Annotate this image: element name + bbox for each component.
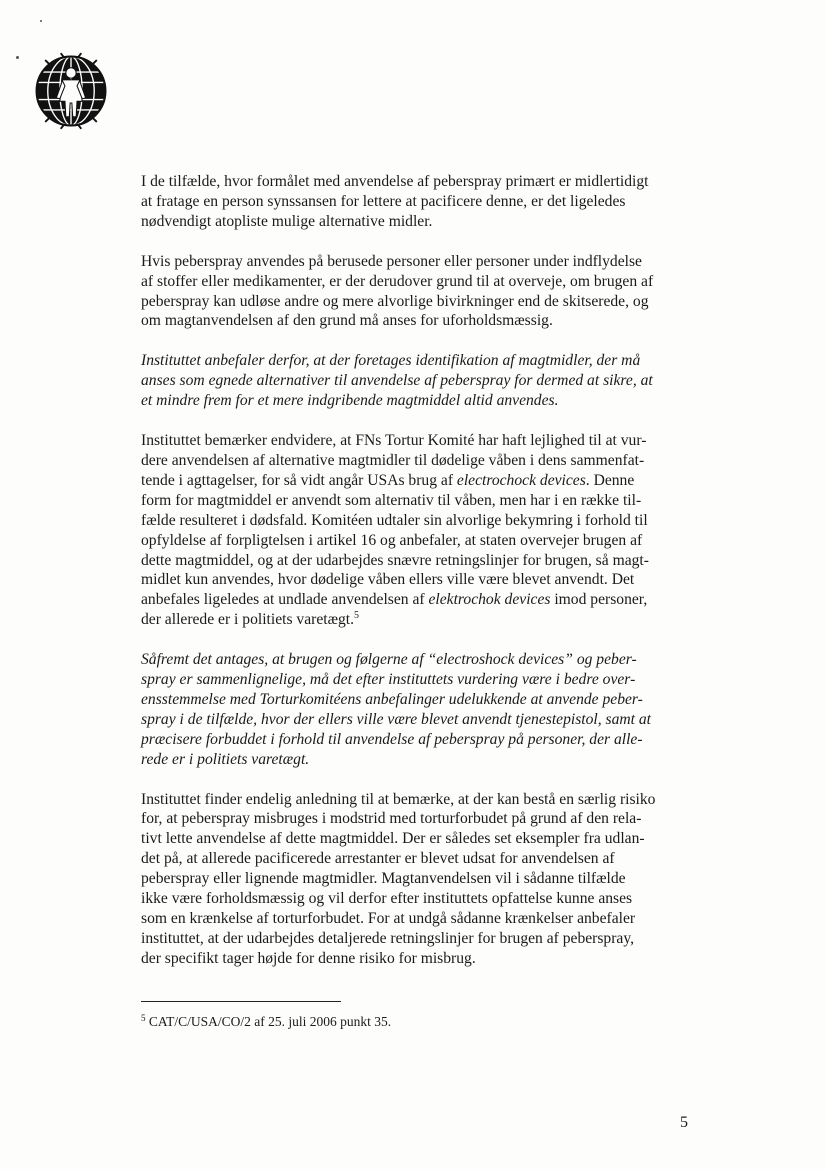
page-number: 5	[680, 1114, 688, 1131]
text-line: for, at peberspray misbruges i modstrid med torturforbudet på grund af den rela-	[141, 810, 642, 828]
text-line: dere anvendelsen af alternative magtmidler til dødelige våben i dens sammenfat-	[141, 451, 645, 469]
text-run: anbefales ligeledes at undlade anvendelsen af	[141, 591, 429, 609]
recommendation-paragraph-2	[141, 650, 697, 769]
text-line: om magtanvendelsen af den grund må anses for uforholdsmæssig.	[141, 312, 553, 330]
footnote-text: CAT/C/USA/CO/2 af 25. juli 2006 punkt 35.	[145, 1014, 392, 1029]
text-line: I de tilfælde, hvor formålet med anvendelse af peberspray primært er midlertidigt	[141, 173, 649, 190]
paragraph-2	[141, 252, 697, 332]
footnote	[141, 1013, 391, 1030]
text-line	[141, 610, 697, 630]
text-line: Instituttet bemærker endvidere, at FNs Tortur Komité har haft lejlighed til at vur-	[141, 432, 647, 450]
text-run: . Denne	[585, 471, 635, 489]
inline-term: electrochock devices	[456, 471, 586, 489]
text-line: spray er sammenlignelige, må det efter instituttets vurdering være i bedre over-	[141, 671, 636, 689]
text-line: Såfremt det antages, at brugen og følgerne af “electroshock devices” og peber-	[141, 651, 637, 669]
text-line: Instituttet anbefaler derfor, at der foretages identifikation af magtmidler, der må	[141, 352, 641, 370]
text-line: et mindre frem for et mere indgribende magtmiddel altid anvendes.	[141, 392, 559, 410]
footnote-number: 5	[141, 1013, 146, 1023]
text-line: det på, at allerede pacificerede arrestanter er blevet udsat for anvendelsen af	[141, 850, 615, 868]
text-run: tende i agttagelser, for så vidt angår USAs brug af	[141, 471, 457, 489]
text-line: rede er i politiets varetægt.	[141, 750, 310, 768]
text-line: fælde resulteret i dødsfald. Komitéen udtaler sin alvorlige bekymring i forhold til	[141, 511, 648, 529]
scan-speck	[40, 20, 42, 22]
text-line: præcisere forbuddet i forhold til anvendelse af peberspray på personer, der alle-	[141, 730, 643, 748]
text-run: imod personer,	[550, 591, 648, 609]
paragraph-1	[141, 172, 697, 232]
text-line: Instituttet finder endelig anledning til at bemærke, at der kan bestå en særlig risiko	[141, 790, 656, 808]
text-line: form for magtmiddel er anvendt som alternativ til våben, men har i en række til-	[141, 491, 642, 509]
text-line: anses som egnede alternativer til anvendelse af peberspray for dermed at sikre, at	[141, 372, 653, 390]
text-line: midlet kun anvendes, hvor dødelige våben ellers ville være blevet anvendt. Det	[141, 571, 635, 589]
text-line: opfyldelse af forpligtelsen i artikel 16 og anbefaler, at staten overvejer brugen af	[141, 531, 643, 549]
body-text	[141, 172, 697, 989]
text-line: peberspray eller lignende magtmidler. Magtanvendelsen vil i sådanne tilfælde	[141, 870, 626, 888]
recommendation-paragraph-1	[141, 351, 697, 411]
text-line: instituttet, at der udarbejdes detaljerede retningslinjer for brugen af peberspray,	[141, 929, 635, 947]
text-line: dette magtmiddel, og at der udarbejdes snævre retningslinjer for brugen, så magt-	[141, 551, 649, 569]
inline-term: elektrochok devices	[428, 591, 551, 609]
text-line: der specifikt tager højde for denne risiko for misbrug.	[141, 949, 476, 967]
text-line: tivt lette anvendelse af dette magtmiddel. Der er således set eksempler fra udlan-	[141, 830, 645, 848]
footnote-divider	[141, 1001, 341, 1002]
text-line: at fratage en person synssansen for lettere at pacificere denne, er det ligeledes	[141, 192, 626, 210]
text-line: af stoffer eller medikamenter, er der derudover grund til at overveje, om brugen af	[141, 272, 654, 290]
text-line: peberspray kan udløse andre og mere alvorlige bivirkninger end de skitserede, og	[141, 292, 649, 310]
text-run: der allerede er i politiets varetægt.	[141, 611, 355, 629]
text-line: Hvis peberspray anvendes på berusede personer eller personer under indflydelse	[141, 252, 642, 270]
text-line	[141, 471, 697, 491]
text-line: nødvendigt atopliste mulige alternative midler.	[141, 212, 433, 230]
scan-speck	[16, 56, 19, 59]
text-line: ikke være forholdsmæssig og vil derfor efter instituttets opfattelse kunne anses	[141, 890, 633, 908]
paragraph-6	[141, 790, 697, 969]
text-line: ensstemmelse med Torturkomitéens anbefalinger udelukkende at anvende peber-	[141, 690, 643, 708]
text-line: som en krænkelse af torturforbudet. For at undgå sådanne krænkelser anbefaler	[141, 910, 636, 927]
human-rights-globe-figure-icon	[28, 48, 114, 134]
text-line	[141, 590, 697, 610]
text-line: spray i de tilfælde, hvor der ellers ville være blevet anvendt tjenestepistol, samt at	[141, 710, 652, 728]
paragraph-4	[141, 431, 697, 630]
footnote-reference: 5	[354, 610, 360, 622]
